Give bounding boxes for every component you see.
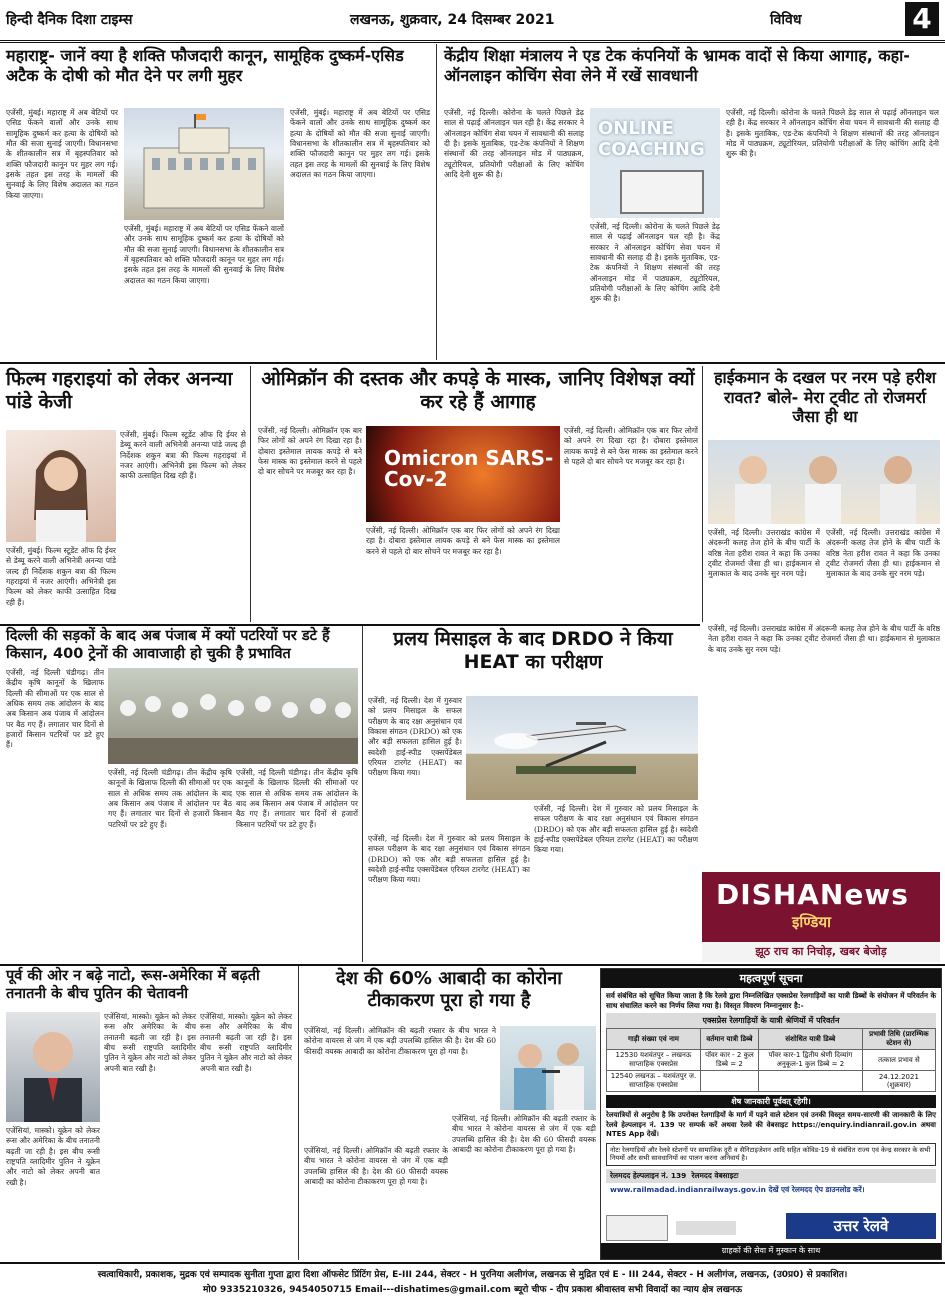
- notice-title: महत्वपूर्ण सूचना: [601, 969, 941, 988]
- notice-info: रेलयात्रियों से अनुरोध है कि उपरोक्त रेलगाड़ियों के मार्ग में पड़ने वाले स्टेशन एवं उनकी विस्तृत समय-सारणी की जानकारी के लिए रेलवे हेल्पलाइन नं. 139 पर सम्पर्क करें अथवा रेलवे की वेबसाइट https://enquiry.indianrail.gov.in अथवा NTES App देखें।: [606, 1111, 936, 1139]
- social-icons: [676, 1221, 736, 1235]
- putin-photo: [6, 1012, 100, 1122]
- drdo-headline: प्रलय मिसाइल के बाद DRDO ने किया HEAT का परीक्षण: [393, 628, 673, 674]
- column-divider: [362, 626, 363, 962]
- omicron-photo-text: Omicron SARS-Cov-2: [384, 446, 554, 491]
- portrait-illustration: [6, 1012, 100, 1122]
- harish-body-3: एजेंसी, नई दिल्ली। उत्तराखंड कांग्रेस में अंदरूनी कलह तेज होने के बीच पार्टी के वरिष्ठ नेता हरीश रावत ने कहा कि उनका ट्वीट रोजमर्रा जैसा ही था। हाईकमान से मुलाकात के बाद उनके सुर नरम पड़े।: [708, 624, 940, 654]
- dateline: लखनऊ, शुक्रवार, 24 दिसम्बर 2021: [350, 12, 555, 28]
- nato-body: एजेंसियां, मास्को। यूक्रेन को लेकर रूस और अमेरिका के बीच तनातनी बढ़ती जा रही है। इस बीच रूसी राष्ट्रपति व्लादिमीर पुतिन ने यूक्रेन और नाटो को लेकर अपनी बात रखी है।: [6, 1126, 100, 1187]
- maharashtra-headline: महाराष्ट्र- जानें क्या है शक्ति फौजदारी कानून, सामूहिक दुष्कर्म-एसिड अटैक के दोषी को मौत देने पर लगी मुहर: [6, 46, 404, 85]
- table-cell: 24.12.2021 (शुक्रवार): [862, 1071, 935, 1092]
- ananya-headline: फिल्म गहराइयां को लेकर अनन्या पांडे केजी: [6, 368, 233, 414]
- punjab-body: एजेंसी, नई दिल्ली चंडीगढ़। तीन केंद्रीय कृषि कानूनों के खिलाफ दिल्ली की सीमाओं पर एक साल से अधिक समय तक आंदोलन के बाद अब किसान अब पंजाब में आंदोलन पर बैठ गए हैं। लगातार चार दिनों से हजारों किसान पटरियों पर डटे हुए हैं।: [6, 668, 104, 750]
- page-number: 4: [905, 2, 939, 36]
- disha-news-ad: [702, 872, 940, 962]
- table-cell: तत्काल प्रभाव से: [862, 1050, 935, 1071]
- nato-body-3: एजेंसियां, मास्को। यूक्रेन को लेकर रूस और अमेरिका के बीच तनातनी बढ़ती जा रही है। इस बीच रूसी राष्ट्रपति व्लादिमीर पुतिन ने यूक्रेन और नाटो को लेकर अपनी बात रखी है।: [200, 1012, 292, 1073]
- edtech-body-3: एजेंसी, नई दिल्ली। कोरोना के चलते पिछले डेढ़ साल से पढ़ाई ऑनलाइन चल रही है। केंद्र सरकार ने ऑनलाइन कोचिंग सेवा चयन में सावधानी की सलाह दी है। इसके मुताबिक, एड-टेक कंपनियों ने शिक्षण संस्थानों की तरह ऑनलाइन मोड में पाठ्यक्रम, ट्यूटोरियल, प्रतियोगी परीक्षाओं के लिए कोचिंग आदि देनी शुरू की है।: [726, 108, 939, 159]
- online-coaching-photo: [590, 108, 720, 218]
- nato-body-2: एजेंसियां, मास्को। यूक्रेन को लेकर रूस और अमेरिका के बीच तनातनी बढ़ती जा रही है। इस बीच रूसी राष्ट्रपति व्लादिमीर पुतिन ने यूक्रेन और नाटो को लेकर अपनी बात रखी है।: [104, 1012, 196, 1073]
- table-header: प्रभावी तिथि (प्रारम्भिक स्टेशन से): [862, 1029, 935, 1050]
- notice-website: www.railmadad.indianrailways.gov.in देखें एवं रेलमदद ऐप डाउनलोड करें।: [610, 1184, 865, 1194]
- punjab-body-2: एजेंसी, नई दिल्ली चंडीगढ़। तीन केंद्रीय कृषि कानूनों के खिलाफ दिल्ली की सीमाओं पर एक साल से अधिक समय तक आंदोलन के बाद अब किसान अब पंजाब में आंदोलन पर बैठ गए हैं। लगातार चार दिनों से हजारों किसान पटरियों पर डटे हुए हैं।: [108, 768, 232, 829]
- drdo-body-2: एजेंसी, नई दिल्ली। देश में गुरुवार को प्रलय मिसाइल के सफल परीक्षण के बाद रक्षा अनुसंधान एवं विकास संगठन (DRDO) को एक और बड़ी सफलता हासिल हुई है। स्वदेशी हाई-स्पीड एक्सपेंडेबल एरियल टारगेट (HEAT) का परीक्षण किया गया।: [368, 834, 530, 885]
- drdo-body-3: एजेंसी, नई दिल्ली। देश में गुरुवार को प्रलय मिसाइल के सफल परीक्षण के बाद रक्षा अनुसंधान एवं विकास संगठन (DRDO) को एक और बड़ी सफलता हासिल हुई है। स्वदेशी हाई-स्पीड एक्सपेंडेबल एरियल टारगेट (HEAT) का परीक्षण किया गया।: [534, 804, 698, 855]
- column-divider: [298, 966, 299, 1260]
- corona-headline: देश की 60% आबादी का कोरोना टीकाकरण पूरा हो गया है: [336, 968, 562, 1011]
- portrait-illustration: [6, 430, 116, 542]
- corona-body: एजेंसियां, नई दिल्ली। ओमिक्रॉन की बढ़ती रफ्तार के बीच भारत ने कोरोना वायरस से जंग में एक बड़ी उपलब्धि हासिल की है। देश की 60 फीसदी वयस्क आबादी का कोरोना टीकाकरण पूरा हो गया है।: [304, 1026, 496, 1056]
- column-divider: [436, 44, 437, 360]
- harish-body-2: एजेंसी, नई दिल्ली। उत्तराखंड कांग्रेस में अंदरूनी कलह तेज होने के बीच पार्टी के वरिष्ठ नेता हरीश रावत ने कहा कि उनका ट्वीट रोजमर्रा जैसा ही था। हाईकमान से मुलाकात के बाद उनके सुर नरम पड़े।: [826, 528, 940, 579]
- notice-intro: सर्व संबंधित को सूचित किया जाता है कि रेलवे द्वारा निम्नलिखित एक्सप्रेस रेलगाड़ियों का यात्री डिब्बों के संयोजन में परिवर्तन के साथ संचालित करने का निर्णय लिया गया है। विस्तृत विवरण निम्नानुसार है:-: [606, 991, 936, 1010]
- row-divider: [0, 964, 945, 966]
- table-header: गाड़ी संख्या एवं नाम: [607, 1029, 701, 1050]
- edtech-headline: केंद्रीय शिक्षा मंत्रालय ने एड टेक कंपनियों के भ्रामक वादों से किया आगाह, कहा- ऑनलाइन कोचिंग सेवा लेने में रखें सावधानी: [444, 46, 910, 85]
- table-cell: 12530 यशवंतपुर – लखनऊ साप्ताहिक एक्सप्रेस: [607, 1050, 701, 1071]
- disha-news-brand: DISHANews: [716, 878, 909, 911]
- maharashtra-body-2: एजेंसी, मुंबई। महाराष्ट्र में अब बेटियों पर एसिड फेंकने वालों और उनके साथ सामूहिक दुष्कर्म कर हत्या के दोषियों को मौत की सजा सुनाई जाएगी। विधानसभा के शीतकालीन सत्र में बृहस्पतिवार को शक्ति फौजदारी कानून पर मुहर लग गई। इसके तहत इस तरह के मामलों की सुनवाई के लिए विशेष अदालत का गठन किया जाएगा।: [124, 224, 284, 285]
- farmers-protest-photo: [108, 668, 358, 764]
- crowd-illustration: [108, 668, 358, 764]
- punjab-body-3: एजेंसी, नई दिल्ली चंडीगढ़। तीन केंद्रीय कृषि कानूनों के खिलाफ दिल्ली की सीमाओं पर एक साल से अधिक समय तक आंदोलन के बाद अब किसान अब पंजाब में आंदोलन पर बैठ गए हैं। लगातार चार दिनों से हजारों किसान पटरियों पर डटे हुए हैं।: [236, 768, 358, 829]
- ananya-body-2: एजेंसी, मुंबई। फिल्म स्टूडेंट ऑफ दि ईयर से डेब्यू करने वाली अभिनेत्री अनन्या पांडे जल्द ही निर्देशक शकुन बत्रा की फिल्म गहराइयां में नजर आएंगी। अभिनेत्री इस फिल्म को लेकर काफी उत्साहित दिख रही हैं।: [120, 430, 246, 481]
- notice-table-title: एक्सप्रेस रेलगाड़ियों के यात्री श्रेणियों में परिवर्तन: [606, 1013, 936, 1028]
- paper-name: हिन्दी दैनिक दिशा टाइम्स: [6, 12, 133, 28]
- ananya-body: एजेंसी, मुंबई। फिल्म स्टूडेंट ऑफ दि ईयर से डेब्यू करने वाली अभिनेत्री अनन्या पांडे जल्द ही निर्देशक शकुन बत्रा की फिल्म गहराइयां में नजर आएंगी। अभिनेत्री इस फिल्म को लेकर काफी उत्साहित दिख रही हैं।: [6, 546, 116, 607]
- table-cell: 12540 लखनऊ – यशवंतपुर ज. साप्ताहिक एक्सप्रेस: [607, 1071, 701, 1092]
- drdo-body: एजेंसी, नई दिल्ली। देश में गुरुवार को प्रलय मिसाइल के सफल परीक्षण के बाद रक्षा अनुसंधान एवं विकास संगठन (DRDO) को एक और बड़ी सफलता हासिल हुई है। स्वदेशी हाई-स्पीड एक्सपेंडेबल एरियल टारगेट (HEAT) का परीक्षण किया गया।: [368, 696, 462, 778]
- ananya-photo: [6, 430, 116, 542]
- table-cell: पॉवर कार-1 द्वितीय श्रेणी दिव्यांग अनुकूल-1 कुल डिब्बे = 2: [758, 1050, 862, 1071]
- row-divider: [0, 624, 700, 626]
- imprint-footer: [0, 1262, 945, 1297]
- omicron-headline: ओमिक्रॉन की दस्तक और कपड़े के मास्क, जानिए विशेषज्ञ क्यों कर रहे हैं आगाह: [261, 368, 695, 414]
- railway-brand: उत्तर रेलवे: [786, 1213, 936, 1239]
- masthead: [0, 0, 945, 43]
- leaders-illustration: [708, 440, 940, 524]
- laptop-illustration: [620, 170, 704, 214]
- helpline: रेलमदद हेल्पलाइन नं. 139: [610, 1170, 687, 1180]
- disha-news-brand-line: इण्डिया: [792, 913, 831, 931]
- corona-body-3: एजेंसियां, नई दिल्ली। ओमिक्रॉन की बढ़ती रफ्तार के बीच भारत ने कोरोना वायरस से जंग में एक बड़ी उपलब्धि हासिल की है। देश की 60 फीसदी वयस्क आबादी का कोरोना टीकाकरण पूरा हो गया है।: [452, 1114, 596, 1155]
- vaccination-illustration: [500, 1026, 596, 1110]
- heat-drone-photo: [466, 696, 698, 800]
- vaccination-photo: [500, 1026, 596, 1110]
- building-illustration: [124, 108, 284, 220]
- edtech-body: एजेंसी, नई दिल्ली। कोरोना के चलते पिछले डेढ़ साल से पढ़ाई ऑनलाइन चल रही है। केंद्र सरकार ने ऑनलाइन कोचिंग सेवा चयन में सावधानी की सलाह दी है। इसके मुताबिक, एड-टेक कंपनियों ने शिक्षण संस्थानों की तरह ऑनलाइन मोड में पाठ्यक्रम, ट्यूटोरियल, प्रतियोगी परीक्षाओं के लिए कोचिंग आदि देनी शुरू की है।: [444, 108, 584, 180]
- nato-headline: पूर्व की ओर न बढ़े नाटो, रूस-अमेरिका में बढ़ती तनातनी के बीच पुतिन की चेतावनी: [6, 968, 260, 1002]
- omicron-body: एजेंसी, नई दिल्ली। ओमिक्रॉन एक बार फिर लोगों को अपने रंग दिखा रहा है। दोबारा इस्तेमाल लायक कपड़े से बने फेस मास्क का इस्तेमाल करने से पहले दो बार सोचने पर मजबूर कर रहा है।: [258, 426, 362, 477]
- table-cell: [758, 1071, 862, 1092]
- omicron-photo: [366, 426, 560, 522]
- punjab-headline: दिल्ली की सड़कों के बाद अब पंजाब में क्यों पटरियों पर डटे हैं किसान, 400 ट्रेनों की आवाजाही हो चुकी है प्रभावित: [6, 628, 330, 662]
- train-change-table: [606, 1028, 936, 1092]
- column-divider: [250, 366, 251, 622]
- harish-body: एजेंसी, नई दिल्ली। उत्तराखंड कांग्रेस में अंदरूनी कलह तेज होने के बीच पार्टी के वरिष्ठ नेता हरीश रावत ने कहा कि उनका ट्वीट रोजमर्रा जैसा ही था। हाईकमान से मुलाकात के बाद उनके सुर नरम पड़े।: [708, 528, 820, 579]
- notice-helpline-row: [606, 1169, 936, 1183]
- table-row: [607, 1050, 936, 1071]
- table-header-row: [607, 1029, 936, 1050]
- railway-tagline: ग्राहकों की सेवा में मुस्कान के साथ: [601, 1243, 941, 1259]
- notice-logo-strip: [606, 1213, 936, 1241]
- maharashtra-body: एजेंसी, मुंबई। महाराष्ट्र में अब बेटियों पर एसिड फेंकने वालों और उनके साथ सामूहिक दुष्कर्म कर हत्या के दोषियों को मौत की सजा सुनाई जाएगी। विधानसभा के शीतकालीन सत्र में बृहस्पतिवार को शक्ति फौजदारी कानून पर मुहर लग गई। इसके तहत इस तरह के मामलों की सुनवाई के लिए विशेष अदालत का गठन किया जाएगा।: [6, 108, 118, 200]
- harish-headline: हाईकमान के दखल पर नरम पड़े हरीश रावत? बोले- मेरा ट्वीट तो रोजमर्रा जैसा ही था: [714, 368, 936, 427]
- website-label: रेलमदद वेबसाइटः: [691, 1170, 739, 1180]
- table-header: संशोधित यात्री डिब्बे: [758, 1029, 862, 1050]
- column-divider: [702, 366, 703, 622]
- harish-rawat-photo: [708, 440, 940, 524]
- omicron-body-3: एजेंसी, नई दिल्ली। ओमिक्रॉन एक बार फिर लोगों को अपने रंग दिखा रहा है। दोबारा इस्तेमाल लायक कपड़े से बने फेस मास्क का इस्तेमाल करने से पहले दो बार सोचने पर मजबूर कर रहा है।: [564, 426, 698, 467]
- corona-body-2: एजेंसियां, नई दिल्ली। ओमिक्रॉन की बढ़ती रफ्तार के बीच भारत ने कोरोना वायरस से जंग में एक बड़ी उपलब्धि हासिल की है। देश की 60 फीसदी वयस्क आबादी का कोरोना टीकाकरण पूरा हो गया है।: [304, 1146, 448, 1187]
- omicron-body-2: एजेंसी, नई दिल्ली। ओमिक्रॉन एक बार फिर लोगों को अपने रंग दिखा रहा है। दोबारा इस्तेमाल लायक कपड़े से बने फेस मास्क का इस्तेमाल करने से पहले दो बार सोचने पर मजबूर कर रहा है।: [366, 526, 560, 556]
- imprint-line-1: स्वत्वाधिकारी, प्रकाशक, मुद्रक एवं सम्पादक सुनीता गुप्ता द्वारा दिशा ऑफसेट प्रिंटिंग प्रेस, E-III 244, सेक्टर - H पुरनिया अलीगंज, लखनऊ से मुद्रित एवं E - III 244, सेक्टर - H अलीगंज, लखनऊ, (उ0प्र0) से प्रकाशित।: [97, 1270, 848, 1280]
- railway-notice: [600, 968, 942, 1260]
- maharashtra-body-3: एजेंसी, मुंबई। महाराष्ट्र में अब बेटियों पर एसिड फेंकने वालों और उनके साथ सामूहिक दुष्कर्म कर हत्या के दोषियों को मौत की सजा सुनाई जाएगी। विधानसभा के शीतकालीन सत्र में बृहस्पतिवार को शक्ति फौजदारी कानून पर मुहर लग गई। इसके तहत इस तरह के मामलों की सुनवाई के लिए विशेष अदालत का गठन किया जाएगा।: [290, 108, 430, 180]
- table-cell: पॉवर कार - 2 कुल डिब्बे = 2: [700, 1050, 758, 1071]
- table-row: [607, 1071, 936, 1092]
- table-cell: [700, 1071, 758, 1092]
- edtech-body-2: एजेंसी, नई दिल्ली। कोरोना के चलते पिछले डेढ़ साल से पढ़ाई ऑनलाइन चल रही है। केंद्र सरकार ने ऑनलाइन कोचिंग सेवा चयन में सावधानी की सलाह दी है। इसके मुताबिक, एड-टेक कंपनियों ने शिक्षण संस्थानों की तरह ऑनलाइन मोड में पाठ्यक्रम, ट्यूटोरियल, प्रतियोगी परीक्षाओं के लिए कोचिंग आदि देनी शुरू की है।: [590, 222, 720, 304]
- notice-note: शेष जानकारी पूर्ववत् रहेगी।: [606, 1095, 936, 1108]
- notice-table-wrap: [601, 1028, 941, 1092]
- row-divider: [0, 362, 945, 364]
- section-label: विविध: [770, 12, 802, 28]
- azadi-logo-icon: [606, 1215, 668, 1241]
- imprint-line-2: मो0 9335210326, 9454050715 Email---dishatimes@gmail.com ब्यूरो चीफ - दीप प्रकाश श्रीवास्तव सभी विवादों का न्याय क्षेत्र लखनऊ: [202, 1285, 743, 1295]
- disha-news-tagline: झूठ राच का निचोड़, खबर बेजोड़: [702, 942, 940, 962]
- table-header: वर्तमान यात्री डिब्बे: [700, 1029, 758, 1050]
- online-coaching-graphic: ONLINE COACHING: [598, 118, 705, 160]
- notice-warning: नोटः रेलगाड़ियों और रेलवे स्टेशनों पर सामाजिक दूरी व सैनिटाइजेशन आदि सहित कोविड-19 से संबंधित राज्य एवं केन्द्र सरकार के सभी नियमों और सभी सावधानियों का पालन करना अनिवार्य है।: [606, 1143, 936, 1166]
- drone-launcher-illustration: [466, 696, 698, 800]
- vidhan-bhavan-photo: [124, 108, 284, 220]
